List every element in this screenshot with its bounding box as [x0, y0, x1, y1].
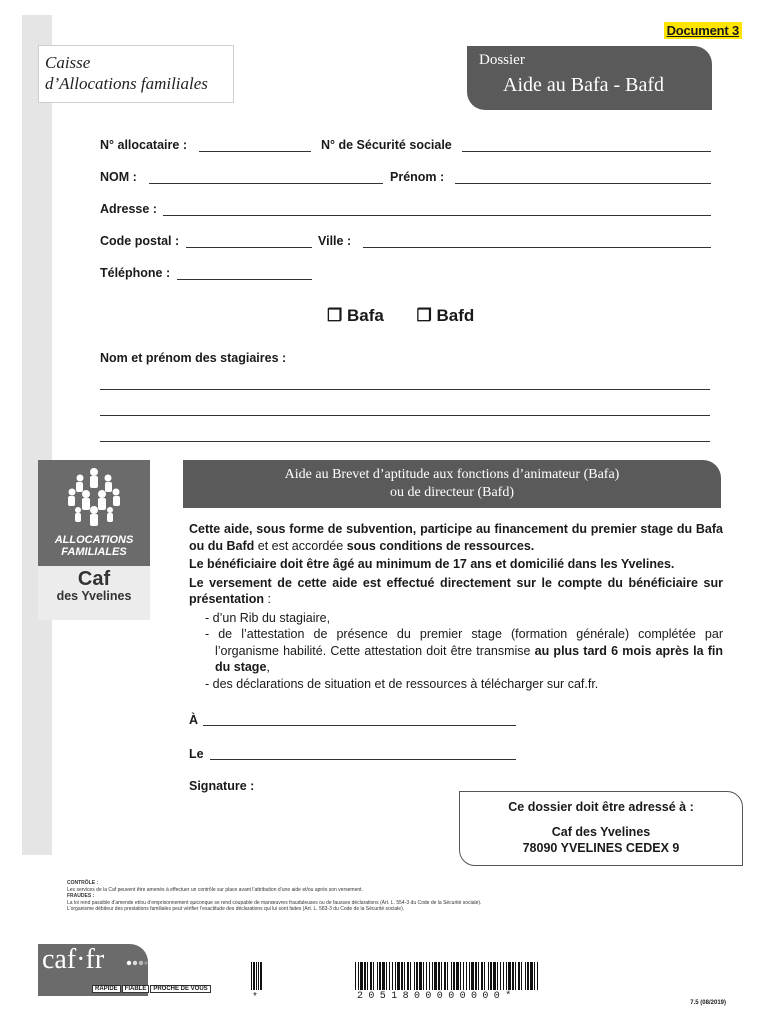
- small-barcode-text: *: [253, 991, 257, 1002]
- barcode-bar: [392, 962, 393, 990]
- paragraph-2: Le bénéficiaire doit être âgé au minimum de 17 ans et domicilié dans les Yvelines.: [189, 557, 675, 571]
- adresse-label: Adresse :: [100, 202, 157, 216]
- adresse-field[interactable]: [163, 215, 711, 216]
- li2-comma: ,: [266, 660, 270, 674]
- allocataire-label: N° allocataire :: [100, 138, 187, 152]
- barcode-bar: [432, 962, 433, 990]
- barcode-bar: [484, 962, 485, 990]
- aid-description: [189, 521, 723, 692]
- barcode-bar: [534, 962, 535, 990]
- caf-fr-tags: [92, 985, 212, 993]
- dossier-title: Aide au Bafa - Bafd: [503, 74, 665, 96]
- address-line3: 78090 YVELINES CEDEX 9: [522, 841, 680, 855]
- nom-field[interactable]: [149, 183, 383, 184]
- barcode-bar: [506, 962, 507, 990]
- p1-normal: et est accordée: [254, 538, 347, 553]
- logo-yvelines: des Yvelines: [56, 589, 132, 603]
- legal-notice: [67, 880, 667, 913]
- barcode-bar: [367, 962, 368, 990]
- caisse-line2: d’Allocations familiales: [45, 74, 208, 93]
- barcode-bar: [395, 962, 396, 990]
- telephone-label: Téléphone :: [100, 266, 171, 280]
- prenom-field[interactable]: [455, 183, 711, 184]
- li2-deadline: au plus tard 6 mois après la fin du stage: [215, 643, 723, 674]
- stagiaires-label: Nom et prénom des stagiaires :: [100, 351, 287, 365]
- barcode-bar: [515, 962, 516, 990]
- tag-fiable: FIABLE: [122, 985, 150, 993]
- barcode-bar: [382, 962, 385, 990]
- stagiaires-line-2[interactable]: [100, 415, 710, 416]
- barcode-bar: [451, 962, 452, 990]
- barcode-bar: [364, 962, 366, 990]
- paragraph-1: [189, 521, 723, 554]
- barcode-bar: [530, 962, 533, 990]
- barcode-bar: [521, 962, 522, 990]
- barcode-bar: [410, 962, 411, 990]
- barcode-bar: [512, 962, 514, 990]
- barcode-bar: [441, 962, 442, 990]
- barcode-bar: [416, 962, 418, 990]
- caf-fr-text: caf·fr: [42, 944, 105, 975]
- p3-colon: :: [264, 592, 271, 606]
- barcode-bar: [434, 962, 437, 990]
- barcode-bar: [478, 962, 479, 990]
- logo-alloc-line2: FAMILIALES: [61, 546, 127, 558]
- barcode-bar: [373, 962, 374, 990]
- form-version: 7.5 (08/2019): [690, 1000, 726, 1006]
- dots-icon: [126, 959, 148, 967]
- logo-caf: Caf: [77, 568, 111, 590]
- barcode-bar: [527, 962, 529, 990]
- tag-rapide: RAPIDE: [92, 985, 121, 993]
- family-figures-icon: [64, 466, 124, 528]
- small-barcode: [251, 962, 263, 990]
- barcode-bar: [463, 962, 464, 990]
- le-field[interactable]: [210, 759, 516, 760]
- signature-label: Signature :: [189, 779, 255, 793]
- li2-text: - de l’attestation de présence du premier stage (formation générale) complétée par l’organisme habilité. Cette attestation doit être transmise: [205, 627, 723, 658]
- barcode-bar: [370, 962, 372, 990]
- prenom-label: Prénom :: [390, 170, 445, 184]
- p3-bold: Le versement de cette aide est effectué directement sur le compte du bénéficiaire sur présentation: [189, 575, 723, 606]
- le-label: Le: [189, 747, 204, 761]
- barcode-bar: [389, 962, 390, 990]
- p1-conditions: sous conditions de ressources.: [346, 538, 535, 553]
- address-line1: Ce dossier doit être adressé à :: [508, 800, 694, 814]
- document-tag: Document 3: [664, 22, 742, 39]
- side-strip: [22, 15, 52, 855]
- fraudes-title: FRAUDES :: [67, 893, 95, 899]
- barcode-bar: [481, 962, 483, 990]
- banner-line2: ou de directeur (Bafd): [390, 485, 514, 500]
- logo-alloc-text: [38, 534, 150, 558]
- telephone-field[interactable]: [177, 279, 312, 280]
- barcode-bar: [414, 962, 415, 990]
- tag-proche: PROCHE DE VOUS: [150, 985, 210, 993]
- barcode-bar: [404, 962, 405, 990]
- barcode-bar: [407, 962, 409, 990]
- fraudes-text1: La loi rend passible d’amende et/ou d’emprisonnement quiconque se rend coupable de manœuvres frauduleuses ou de fausses déclarations (Art. L. 554-3 du Code de la Sécurité sociale).: [67, 899, 482, 906]
- barcode-bar: [500, 962, 501, 990]
- barcode-bar: [493, 962, 496, 990]
- barcode-bar: [488, 962, 489, 990]
- logo-caf-panel: [38, 566, 150, 620]
- barcode-bar: [490, 962, 492, 990]
- code-postal-field[interactable]: [186, 247, 312, 248]
- caf-yvelines-logo: [38, 460, 150, 620]
- barcode-bar: [386, 962, 387, 990]
- secu-label: N° de Sécurité sociale: [321, 138, 452, 152]
- barcode-bar: [475, 962, 477, 990]
- secu-field[interactable]: [462, 151, 711, 152]
- barcode-bar: [397, 962, 400, 990]
- barcode-bar: [453, 962, 455, 990]
- allocataire-field[interactable]: [199, 151, 311, 152]
- a-label: À: [189, 713, 199, 727]
- a-field[interactable]: [203, 725, 516, 726]
- barcode-bar: [429, 962, 430, 990]
- address-line2: Caf des Yvelines: [551, 825, 651, 839]
- address-box: [459, 791, 743, 866]
- nom-label: NOM :: [100, 170, 137, 184]
- stagiaires-line-3[interactable]: [100, 441, 710, 442]
- barcode-bar: [469, 962, 470, 990]
- barcode-bar: [438, 962, 440, 990]
- checkbox-bafd[interactable]: ❒ Bafd: [416, 306, 475, 325]
- aid-banner: [183, 460, 721, 508]
- barcode-bar: [456, 962, 459, 990]
- barcode-bar: [497, 962, 498, 990]
- dossier-label: Dossier: [479, 52, 525, 68]
- ville-label: Ville :: [318, 234, 352, 248]
- paragraph-3: [189, 575, 723, 608]
- list-item: - d’un Rib du stagiaire,: [205, 610, 331, 625]
- barcode-bar: [460, 962, 461, 990]
- barcode-bar: [423, 962, 424, 990]
- diploma-checkboxes: [327, 306, 502, 326]
- logo-alloc-line1: ALLOCATIONS: [54, 534, 134, 546]
- stagiaires-line-1[interactable]: [100, 389, 710, 390]
- controle-text: Les services de la Caf peuvent être amenés à effectuer un contrôle sur place avant l’attribution d’une aide et/ou après son versement.: [67, 886, 363, 893]
- banner-line1: Aide au Brevet d’aptitude aux fonctions d’animateur (Bafa): [284, 467, 620, 482]
- dossier-title-box: [467, 46, 712, 110]
- barcode-bar: [537, 962, 538, 990]
- barcode-bar: [360, 962, 363, 990]
- caisse-line1: Caisse: [45, 53, 91, 72]
- barcode-bar: [503, 962, 504, 990]
- ville-field[interactable]: [363, 247, 711, 248]
- checkbox-bafa[interactable]: ❒ Bafa: [327, 306, 384, 325]
- barcode-bar: [419, 962, 422, 990]
- barcode-bar: [355, 962, 356, 990]
- controle-title: CONTRÔLE :: [67, 880, 99, 886]
- code-postal-label: Code postal :: [100, 234, 180, 248]
- barcode-bar: [518, 962, 520, 990]
- barcode-bar: [508, 962, 511, 990]
- list-item: - des déclarations de situation et de ressources à télécharger sur caf.fr.: [205, 676, 599, 691]
- barcode-bar: [525, 962, 526, 990]
- barcode-bar: [358, 962, 359, 990]
- list-item: [205, 626, 723, 676]
- barcode-bar: [444, 962, 446, 990]
- barcode-bar: [401, 962, 403, 990]
- barcode-bar: [447, 962, 448, 990]
- document-list: [189, 610, 723, 693]
- barcode-bar: [426, 962, 427, 990]
- barcode-number: 2051800000000*: [357, 991, 517, 1002]
- p1-bold: Cette aide, sous forme de subvention, participe au financement du premier stage du Bafa ou du Bafd: [189, 522, 723, 553]
- fraudes-text2: L’organisme débiteur des prestations familiales peut vérifier l’exactitude des déclarations qui lui sont faites (Art. L. 583-3 du Code de la Sécurité sociale).: [67, 906, 405, 912]
- barcode-bar: [379, 962, 381, 990]
- barcode-bar: [471, 962, 474, 990]
- caisse-header: [38, 45, 234, 103]
- main-barcode: [355, 962, 541, 990]
- barcode-bar: [466, 962, 467, 990]
- barcode-bar: [377, 962, 378, 990]
